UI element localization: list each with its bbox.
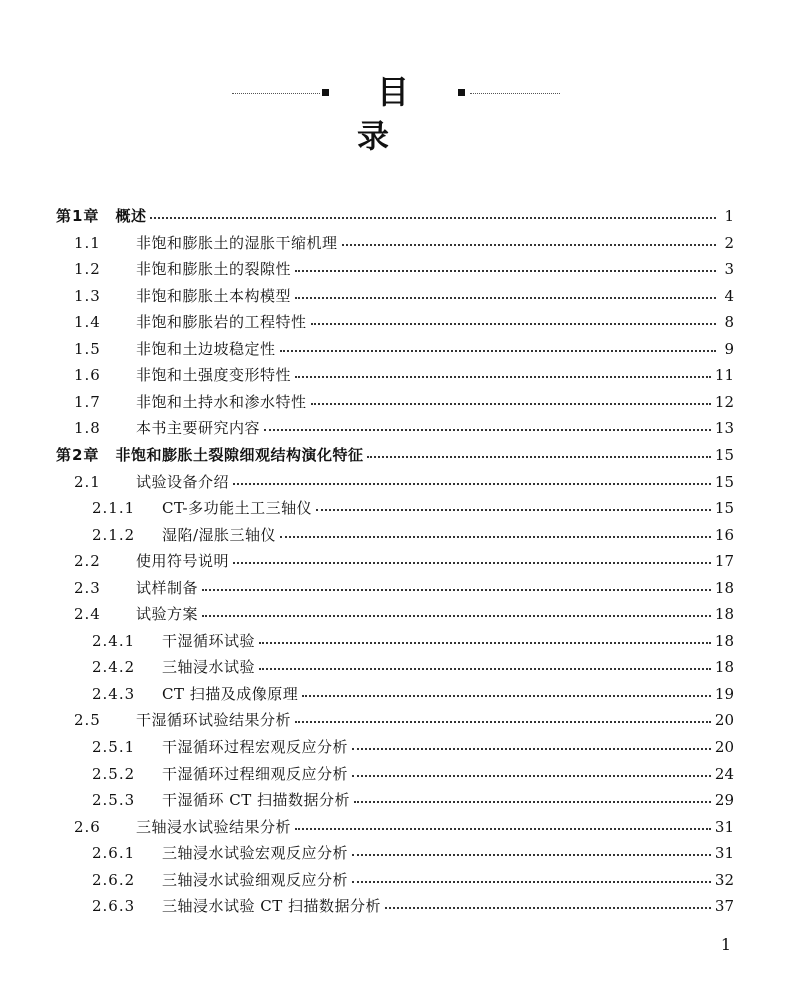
toc-entry-number: 1.2 xyxy=(74,260,101,278)
toc-entry-page: 20 xyxy=(714,711,734,729)
toc-dot-leader xyxy=(295,270,716,272)
toc-entry xyxy=(92,734,734,760)
toc-entry xyxy=(74,283,734,309)
toc-entry-number: 1.8 xyxy=(74,419,101,437)
toc-entry-page: 18 xyxy=(714,605,734,623)
toc-entry xyxy=(92,495,734,521)
toc-entry-number: 2.1.1 xyxy=(92,499,136,517)
toc-entry-number: 2.2 xyxy=(74,552,101,570)
toc-entry-title: CT 扫描及成像原理 xyxy=(162,685,299,703)
toc-entry-title: 试样制备 xyxy=(136,579,199,597)
toc-entry-title: 非饱和膨胀土的裂隙性 xyxy=(136,260,292,278)
toc-entry xyxy=(92,893,734,919)
toc-entry-title: 非饱和膨胀土的湿胀干缩机理 xyxy=(136,234,338,252)
toc-entry-number: 1.3 xyxy=(74,287,101,305)
toc-entry-title: 试验设备介绍 xyxy=(136,473,230,491)
toc-entry-title: 干湿循环 CT 扫描数据分析 xyxy=(162,791,351,809)
toc-dot-leader xyxy=(352,748,711,750)
toc-entry-title: 本书主要研究内容 xyxy=(136,419,261,437)
toc-entry-page: 15 xyxy=(714,446,734,464)
toc-entry xyxy=(92,840,734,866)
toc-header xyxy=(0,68,790,155)
header-dotted-rule-left xyxy=(232,93,320,94)
toc-entry xyxy=(92,761,734,787)
toc-dot-leader xyxy=(280,350,716,352)
header-square-bullet-left xyxy=(322,89,329,96)
toc-entry-page: 37 xyxy=(714,897,734,915)
page-title: 目 录 xyxy=(356,73,449,155)
toc-entry-number: 2.6.1 xyxy=(92,844,136,862)
toc-dot-leader xyxy=(233,483,711,485)
toc-entry xyxy=(92,681,734,707)
toc-dot-leader xyxy=(354,801,711,803)
toc-entry xyxy=(74,601,734,627)
toc-entry-page: 2 xyxy=(724,234,734,252)
toc-entry-title: 三轴浸水试验细观反应分析 xyxy=(162,871,349,889)
toc-entry-page: 15 xyxy=(714,473,734,491)
toc-entry-page: 13 xyxy=(714,419,734,437)
toc-dot-leader xyxy=(295,297,716,299)
toc-entry-title: 干湿循环过程宏观反应分析 xyxy=(162,738,349,756)
toc-entry-page: 29 xyxy=(714,791,734,809)
toc-dot-leader xyxy=(311,403,711,405)
toc-entry xyxy=(92,522,734,548)
toc-dot-leader xyxy=(385,907,711,909)
toc-entry-number: 第1章 xyxy=(56,207,100,225)
toc-dot-leader xyxy=(302,695,711,697)
toc-entry-number: 第2章 xyxy=(56,446,100,464)
toc-entry-title: 非饱和土持水和渗水特性 xyxy=(136,393,307,411)
toc-entry-title: CT-多功能土工三轴仪 xyxy=(162,499,313,517)
toc-entry-page: 1 xyxy=(724,207,734,225)
toc-entry xyxy=(74,309,734,335)
toc-entry xyxy=(74,548,734,574)
toc-dot-leader xyxy=(352,775,711,777)
toc-entry-title: 干湿循环试验 xyxy=(162,632,256,650)
toc-entry-page: 17 xyxy=(714,552,734,570)
toc-entry-page: 32 xyxy=(714,871,734,889)
toc-entry-number: 2.5.2 xyxy=(92,765,136,783)
toc-entry xyxy=(74,362,734,388)
toc-entry-page: 12 xyxy=(714,393,734,411)
toc-entry-page: 31 xyxy=(714,818,734,836)
toc-dot-leader xyxy=(342,244,716,246)
toc-entry-title: 三轴浸水试验结果分析 xyxy=(136,818,292,836)
toc-entry-number: 1.4 xyxy=(74,313,101,331)
toc-dot-leader xyxy=(352,854,711,856)
toc-entry xyxy=(74,575,734,601)
toc-entry-title: 非饱和土强度变形特性 xyxy=(136,366,292,384)
header-dotted-rule-right xyxy=(470,93,560,94)
toc-entry-number: 2.6.2 xyxy=(92,871,136,889)
toc-entry-number: 1.5 xyxy=(74,340,101,358)
toc-dot-leader xyxy=(295,828,711,830)
toc-entry xyxy=(74,814,734,840)
toc-entry-page: 19 xyxy=(714,685,734,703)
toc-entry-title: 非饱和膨胀岩的工程特性 xyxy=(136,313,307,331)
toc-entry-number: 2.1 xyxy=(74,473,101,491)
toc-entry-number: 2.6.3 xyxy=(92,897,136,915)
toc-entry-page: 15 xyxy=(714,499,734,517)
toc-entry-page: 3 xyxy=(724,260,734,278)
toc-entry-title: 非饱和土边坡稳定性 xyxy=(136,340,276,358)
toc-dot-leader xyxy=(233,562,711,564)
toc-entry-title: 试验方案 xyxy=(136,605,199,623)
toc-entry-number: 2.4.2 xyxy=(92,658,136,676)
page-number: 1 xyxy=(720,935,732,954)
toc-entry-page: 31 xyxy=(714,844,734,862)
toc-entry-title: 三轴浸水试验 xyxy=(162,658,256,676)
toc-entry-page: 11 xyxy=(714,366,734,384)
toc-entry-page: 4 xyxy=(724,287,734,305)
toc-entry-title: 三轴浸水试验 CT 扫描数据分析 xyxy=(162,897,382,915)
toc-dot-leader xyxy=(264,429,711,431)
toc-entry-number: 2.4.1 xyxy=(92,632,136,650)
toc-entry-page: 20 xyxy=(714,738,734,756)
toc-entry-page: 16 xyxy=(714,526,734,544)
toc-entry-number: 1.6 xyxy=(74,366,101,384)
toc-entry-title: 三轴浸水试验宏观反应分析 xyxy=(162,844,349,862)
toc-entry xyxy=(74,389,734,415)
toc-entry-title: 使用符号说明 xyxy=(136,552,230,570)
toc-dot-leader xyxy=(352,881,711,883)
toc-dot-leader xyxy=(202,615,711,617)
toc-entry-title: 概述 xyxy=(115,207,147,225)
toc-chapter-entry xyxy=(56,442,734,468)
toc-entry xyxy=(92,867,734,893)
toc-entry-number: 2.5.3 xyxy=(92,791,136,809)
toc-entry-number: 2.6 xyxy=(74,818,101,836)
toc-entry xyxy=(74,230,734,256)
toc-dot-leader xyxy=(202,589,711,591)
toc-entry xyxy=(74,336,734,362)
toc-entry-number: 2.4.3 xyxy=(92,685,136,703)
toc-dot-leader xyxy=(259,668,711,670)
toc-entry-page: 8 xyxy=(724,313,734,331)
toc-entry-page: 24 xyxy=(714,765,734,783)
toc-dot-leader xyxy=(280,536,711,538)
toc-entry-title: 干湿循环过程细观反应分析 xyxy=(162,765,349,783)
toc-dot-leader xyxy=(311,323,716,325)
toc-entry-number: 2.1.2 xyxy=(92,526,136,544)
toc-entry-number: 1.7 xyxy=(74,393,101,411)
toc-entry xyxy=(74,707,734,733)
toc-entry-number: 2.5.1 xyxy=(92,738,136,756)
toc-entry-page: 18 xyxy=(714,658,734,676)
toc-dot-leader xyxy=(295,721,711,723)
toc-dot-leader xyxy=(316,509,711,511)
toc-dot-leader xyxy=(150,217,716,219)
toc-entry-title: 湿陷/湿胀三轴仪 xyxy=(162,526,277,544)
toc-entry-title: 非饱和膨胀土裂隙细观结构演化特征 xyxy=(115,446,364,464)
toc-entry-title: 干湿循环试验结果分析 xyxy=(136,711,292,729)
toc-dot-leader xyxy=(259,642,711,644)
toc-entry-page: 9 xyxy=(724,340,734,358)
toc-entry xyxy=(74,469,734,495)
toc-entry xyxy=(92,787,734,813)
toc-entry-number: 2.5 xyxy=(74,711,101,729)
toc-dot-leader xyxy=(295,376,711,378)
toc-entry xyxy=(74,256,734,282)
toc-entry xyxy=(74,415,734,441)
toc-entry xyxy=(92,654,734,680)
toc-entry-number: 2.4 xyxy=(74,605,101,623)
toc-entry xyxy=(92,628,734,654)
toc-entry-number: 1.1 xyxy=(74,234,101,252)
toc-dot-leader xyxy=(367,456,710,458)
toc-entry-number: 2.3 xyxy=(74,579,101,597)
header-square-bullet-right xyxy=(458,89,465,96)
toc-entry-page: 18 xyxy=(714,579,734,597)
toc-entry-title: 非饱和膨胀土本构模型 xyxy=(136,287,292,305)
toc-entry-page: 18 xyxy=(714,632,734,650)
toc-chapter-entry xyxy=(56,203,734,229)
